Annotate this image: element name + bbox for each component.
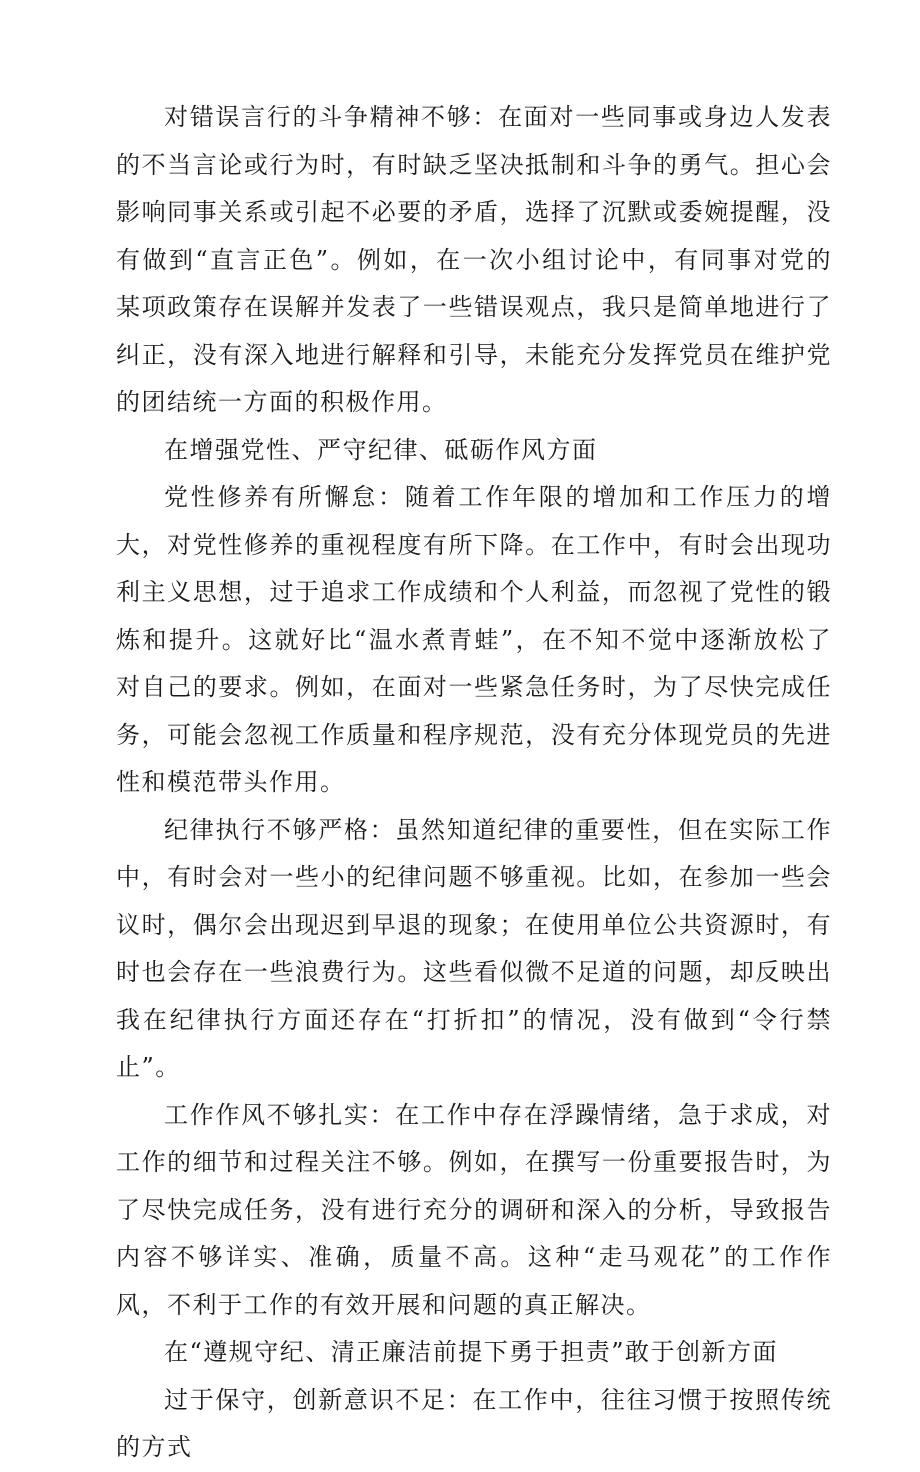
paragraph-party-cultivation: 党性修养有所懈怠：随着工作年限的增加和工作压力的增大，对党性修养的重视程度有所下降。在工作中，有时会出现功利主义思想，过于追求工作成绩和个人利益，而忽视了党性的锻炼和提升。这就好比“温水煮青蛙”，在不知不觉中逐渐放松了对自己的要求。例如，在面对一些紧急任务时，为了尽快完成任务，可能会忽视工作质量和程序规范，没有充分体现党员的先进性和模范带头作用。 <box>116 483 832 796</box>
paragraph-work-style: 工作作风不够扎实：在工作中存在浮躁情绪，急于求成，对工作的细节和过程关注不够。例如，在撰写一份重要报告时，为了尽快完成任务，没有进行充分的调研和深入的分析，导致报告内容不够详实、准确，质量不高。这种“走马观花”的工作作风，不利于工作的有效开展和问题的真正解决。 <box>116 1100 832 1319</box>
section-heading-party-spirit: 在增强党性、严守纪律、砥砺作风方面 <box>164 435 598 464</box>
section-heading-innovation: 在“遵规守纪、清正廉洁前提下勇于担责”敢于创新方面 <box>164 1338 779 1366</box>
paragraph-conservative: 过于保守，创新意识不足：在工作中，往往习惯于按照传统的方式 <box>116 1385 832 1461</box>
paragraph-struggle-spirit: 对错误言行的斗争精神不够：在面对一些同事或身边人发表的不当言论或行为时，有时缺乏坚决抵制和斗争的勇气。担心会影响同事关系或引起不必要的矛盾，选择了沉默或委婉提醒，没有做到“直言正色”。例如，在一次小组讨论中，有同事对党的某项政策存在误解并发表了一些错误观点，我只是简单地进行了纠正，没有深入地进行解释和引导，未能充分发挥党员在维护党的团结统一方面的积极作用。 <box>116 103 832 416</box>
paragraph-discipline: 纪律执行不够严格：虽然知道纪律的重要性，但在实际工作中，有时会对一些小的纪律问题不够重视。比如，在参加一些会议时，偶尔会出现迟到早退的现象；在使用单位公共资源时，有时也会存在一些浪费行为。这些看似微不足道的问题，却反映出我在纪律执行方面还存在“打折扣”的情况，没有做到“令行禁止”。 <box>116 815 832 1081</box>
